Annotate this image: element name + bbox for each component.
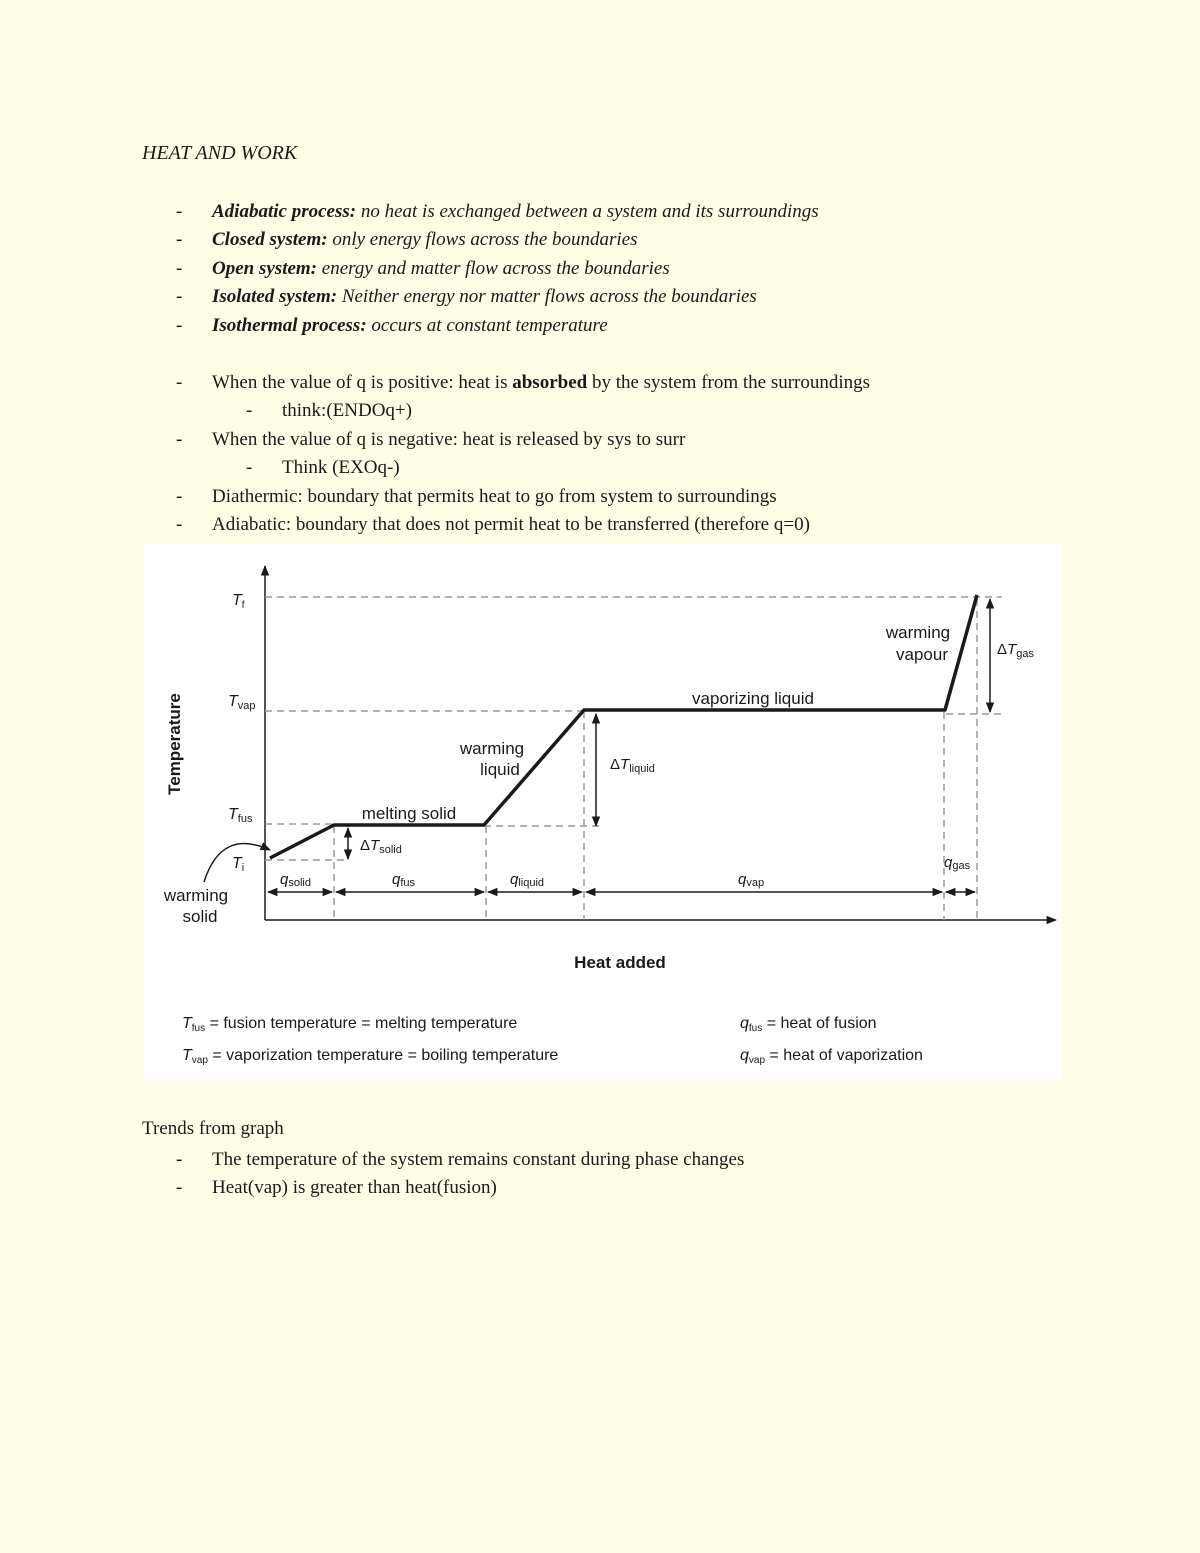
tick-label-tfus: Tfus <box>228 806 253 825</box>
q-vap-label: qvap <box>738 871 765 889</box>
list-item: - Think (EXOq-) <box>246 457 400 479</box>
trends-heading: Trends from graph <box>142 1118 284 1139</box>
dashed-guides <box>265 597 1002 920</box>
legend-tfus: Tfus = fusion temperature = melting temperature <box>182 1015 518 1034</box>
label-warming-solid-2: solid <box>182 907 218 926</box>
tick-label-ti: Ti <box>232 855 245 874</box>
label-warming-vapour: warming <box>885 623 951 642</box>
legend-tvap: Tvap = vaporization temperature = boiling temperature <box>182 1047 559 1066</box>
list-item: - Closed system: only energy flows across the boundaries <box>176 229 638 251</box>
list-item: - When the value of q is positive: heat is absorbed by the system from the surroundings <box>176 372 871 393</box>
label-warming-vapour-2: vapour <box>896 645 948 664</box>
x-axis-title: Heat added <box>574 953 666 972</box>
list-item: - The temperature of the system remains constant during phase changes <box>176 1149 745 1170</box>
legend-qvap: qvap = heat of vaporization <box>740 1047 923 1066</box>
tick-label-tf: Tf <box>232 592 245 611</box>
definitions-list <box>176 198 819 340</box>
list-item: - Diathermic: boundary that permits heat to go from system to surroundings <box>176 485 777 507</box>
list-item: - Adiabatic process: no heat is exchanged between a system and its surroundings <box>176 201 819 222</box>
q-gas-label: qgas <box>944 854 971 872</box>
list-item: - think:(ENDOq+) <box>246 400 412 422</box>
page-title: HEAT AND WORK <box>142 142 298 164</box>
heat-notes-list <box>176 369 871 539</box>
list-item: - Heat(vap) is greater than heat(fusion) <box>176 1177 497 1199</box>
q-liquid-label: qliquid <box>510 871 545 889</box>
delta-t-solid-label: $\Delta T_{solid}$ <box>360 837 402 856</box>
legend-qfus: qfus = heat of fusion <box>740 1015 877 1034</box>
trends-list <box>176 1146 745 1203</box>
q-fus-label: qfus <box>392 871 416 889</box>
label-melting-solid: melting solid <box>361 804 457 823</box>
y-axis-title: Temperature <box>165 693 184 795</box>
tick-label-tvap: Tvap <box>228 693 256 712</box>
label-warming-liquid: warming <box>459 739 525 758</box>
list-item: - Isothermal process: occurs at constant temperature <box>176 314 608 336</box>
q-solid-label: qsolid <box>280 871 311 889</box>
label-vaporizing-liquid: vaporizing liquid <box>692 689 814 708</box>
label-warming-liquid-2: liquid <box>480 760 520 779</box>
list-item: - When the value of q is negative: heat is released by sys to surr <box>176 428 686 450</box>
list-item: - Open system: energy and matter flow across the boundaries <box>176 257 670 279</box>
list-item: - Adiabatic: boundary that does not permit heat to be transferred (therefore q=0) <box>176 513 810 535</box>
heating-curve-diagram <box>144 544 1062 1080</box>
list-item: - Isolated system: Neither energy nor matter flows across the boundaries <box>176 286 757 308</box>
delta-t-gas-label: $\Delta T_{gas}$ <box>997 641 1034 660</box>
delta-t-liquid-label: $\Delta T_{liquid}$ <box>610 756 655 775</box>
label-warming-solid: warming <box>163 886 229 905</box>
heating-curve-figure <box>144 544 1062 1080</box>
